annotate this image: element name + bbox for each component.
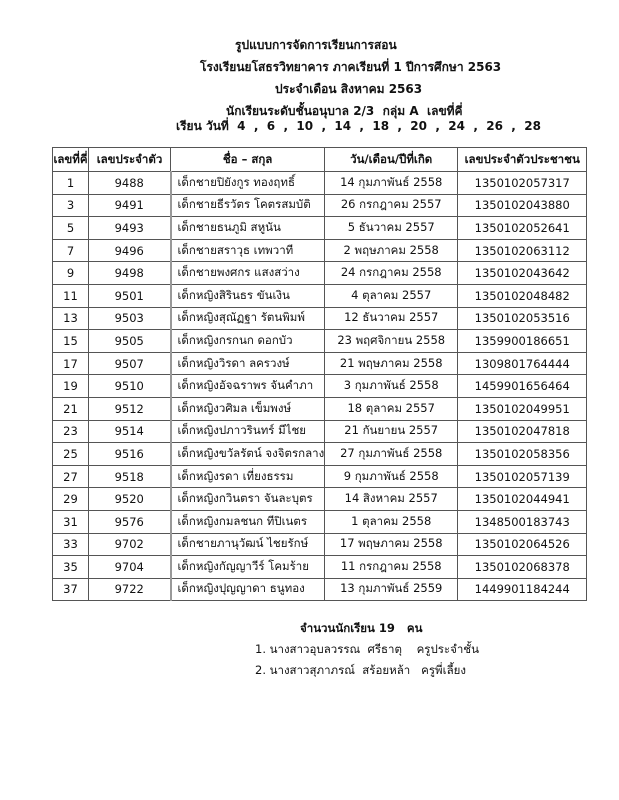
cell-number: 27 bbox=[53, 465, 89, 488]
cell-name: เด็กหญิงสุณัฏฐา รัตนพิมพ์ bbox=[171, 307, 325, 330]
cell-birthdate: 3 กุมภาพันธ์ 2558 bbox=[325, 375, 458, 398]
cell-national-id: 1350102053516 bbox=[458, 307, 587, 330]
cell-birthdate: 17 พฤษภาคม 2558 bbox=[325, 533, 458, 556]
cell-student-id: 9505 bbox=[89, 330, 171, 353]
table-row bbox=[53, 375, 587, 398]
cell-number: 17 bbox=[53, 352, 89, 375]
cell-name: เด็กหญิงกวินตรา จันละบุตร bbox=[171, 488, 325, 511]
table-row bbox=[53, 284, 587, 307]
cell-name: เด็กหญิงวิรดา ลครวงษ์ bbox=[171, 352, 325, 375]
table-row bbox=[53, 578, 587, 601]
cell-number: 29 bbox=[53, 488, 89, 511]
doc-title: รูปแบบการจัดการเรียนการสอน bbox=[235, 38, 397, 52]
cell-number: 25 bbox=[53, 443, 89, 466]
cell-national-id: 1350102043642 bbox=[458, 262, 587, 285]
col-birthdate: วัน/เดือน/ปีที่เกิด bbox=[325, 148, 458, 172]
cell-birthdate: 2 พฤษภาคม 2558 bbox=[325, 239, 458, 262]
table-row bbox=[53, 510, 587, 533]
cell-national-id: 1350102048482 bbox=[458, 284, 587, 307]
cell-birthdate: 9 กุมภาพันธ์ 2558 bbox=[325, 465, 458, 488]
cell-national-id: 1350102049951 bbox=[458, 397, 587, 420]
table-row bbox=[53, 465, 587, 488]
table-row bbox=[53, 352, 587, 375]
school-line: โรงเรียนยโสธรวิทยาคาร ภาคเรียนที่ 1 ปีการศึกษา 2563 bbox=[200, 60, 502, 74]
cell-birthdate: 18 ตุลาคม 2557 bbox=[325, 397, 458, 420]
cell-name: เด็กชายธนภูมิ สหูนัน bbox=[171, 217, 325, 240]
cell-birthdate: 13 กุมภาพันธ์ 2559 bbox=[325, 578, 458, 601]
cell-name: เด็กชายพงศกร แสงสว่าง bbox=[171, 262, 325, 285]
cell-number: 1 bbox=[53, 172, 89, 195]
teacher-2: 2. นางสาวสุภาภรณ์ สร้อยหล้า ครูพี่เลี้ยง bbox=[255, 663, 466, 677]
cell-student-id: 9702 bbox=[89, 533, 171, 556]
student-table bbox=[52, 147, 587, 601]
cell-national-id: 1350102043880 bbox=[458, 194, 587, 217]
cell-national-id: 1350102063112 bbox=[458, 239, 587, 262]
cell-name: เด็กหญิงอัจฉราพร จันคำภา bbox=[171, 375, 325, 398]
student-count: จำนวนนักเรียน 19 คน bbox=[300, 621, 423, 635]
table-header bbox=[53, 148, 587, 172]
cell-student-id: 9576 bbox=[89, 510, 171, 533]
cell-number: 31 bbox=[53, 510, 89, 533]
table-row bbox=[53, 397, 587, 420]
cell-student-id: 9510 bbox=[89, 375, 171, 398]
cell-national-id: 1350102064526 bbox=[458, 533, 587, 556]
table-row bbox=[53, 194, 587, 217]
cell-student-id: 9514 bbox=[89, 420, 171, 443]
cell-birthdate: 26 กรกฎาคม 2557 bbox=[325, 194, 458, 217]
cell-name: เด็กหญิงวศิมล เข็มพงษ์ bbox=[171, 397, 325, 420]
cell-student-id: 9488 bbox=[89, 172, 171, 195]
cell-number: 21 bbox=[53, 397, 89, 420]
table-row bbox=[53, 172, 587, 195]
cell-birthdate: 12 ธันวาคม 2557 bbox=[325, 307, 458, 330]
cell-number: 3 bbox=[53, 194, 89, 217]
cell-student-id: 9518 bbox=[89, 465, 171, 488]
cell-national-id: 1350102058356 bbox=[458, 443, 587, 466]
cell-birthdate: 1 ตุลาคม 2558 bbox=[325, 510, 458, 533]
cell-number: 9 bbox=[53, 262, 89, 285]
cell-student-id: 9496 bbox=[89, 239, 171, 262]
cell-student-id: 9516 bbox=[89, 443, 171, 466]
cell-student-id: 9507 bbox=[89, 352, 171, 375]
table-row bbox=[53, 239, 587, 262]
cell-birthdate: 27 กุมภาพันธ์ 2558 bbox=[325, 443, 458, 466]
cell-name: เด็กหญิงปุญญาดา ธนูทอง bbox=[171, 578, 325, 601]
cell-national-id: 1350102047818 bbox=[458, 420, 587, 443]
cell-student-id: 9498 bbox=[89, 262, 171, 285]
cell-number: 5 bbox=[53, 217, 89, 240]
cell-name: เด็กหญิงรดา เที่ยงธรรม bbox=[171, 465, 325, 488]
table-row bbox=[53, 262, 587, 285]
table-row bbox=[53, 217, 587, 240]
cell-name: เด็กชายธีรวัตร โคตรสมบัติ bbox=[171, 194, 325, 217]
table-row bbox=[53, 488, 587, 511]
cell-birthdate: 4 ตุลาคม 2557 bbox=[325, 284, 458, 307]
cell-name: เด็กหญิงกรกนก ดอกบัว bbox=[171, 330, 325, 353]
cell-name: เด็กหญิงกมลชนก ทีปิเนตร bbox=[171, 510, 325, 533]
table-row bbox=[53, 533, 587, 556]
cell-national-id: 1449901184244 bbox=[458, 578, 587, 601]
class-line: นักเรียนระดับชั้นอนุบาล 2/3 กลุ่ม A เลขที่คี่ bbox=[226, 104, 463, 118]
cell-birthdate: 11 กรกฎาคม 2558 bbox=[325, 556, 458, 579]
cell-student-id: 9722 bbox=[89, 578, 171, 601]
cell-student-id: 9491 bbox=[89, 194, 171, 217]
cell-number: 7 bbox=[53, 239, 89, 262]
cell-student-id: 9501 bbox=[89, 284, 171, 307]
cell-number: 37 bbox=[53, 578, 89, 601]
cell-national-id: 1309801764444 bbox=[458, 352, 587, 375]
cell-birthdate: 14 สิงหาคม 2557 bbox=[325, 488, 458, 511]
table-row bbox=[53, 307, 587, 330]
cell-birthdate: 21 กันยายน 2557 bbox=[325, 420, 458, 443]
cell-national-id: 1350102057139 bbox=[458, 465, 587, 488]
cell-number: 35 bbox=[53, 556, 89, 579]
col-name: ชื่อ – สกุล bbox=[171, 148, 325, 172]
col-national-id: เลขประจำตัวประชาชน bbox=[458, 148, 587, 172]
cell-name: เด็กหญิงปภาวรินทร์ มีไชย bbox=[171, 420, 325, 443]
cell-name: เด็กหญิงสิรินธร ขันเงิน bbox=[171, 284, 325, 307]
cell-name: เด็กหญิงกัญญาวีร์ โคมร้าย bbox=[171, 556, 325, 579]
cell-student-id: 9512 bbox=[89, 397, 171, 420]
col-student-id: เลขประจำตัว bbox=[89, 148, 171, 172]
cell-birthdate: 21 พฤษภาคม 2558 bbox=[325, 352, 458, 375]
month-line: ประจำเดือน สิงหาคม 2563 bbox=[275, 82, 423, 96]
cell-student-id: 9704 bbox=[89, 556, 171, 579]
cell-national-id: 1348500183743 bbox=[458, 510, 587, 533]
cell-student-id: 9493 bbox=[89, 217, 171, 240]
cell-national-id: 1350102068378 bbox=[458, 556, 587, 579]
cell-birthdate: 24 กรกฎาคม 2558 bbox=[325, 262, 458, 285]
cell-name: เด็กชายภานุวัฒน์ ไชยรักษ์ bbox=[171, 533, 325, 556]
cell-number: 15 bbox=[53, 330, 89, 353]
col-number: เลขที่คี่ bbox=[53, 148, 89, 172]
cell-national-id: 1350102057317 bbox=[458, 172, 587, 195]
cell-national-id: 1459901656464 bbox=[458, 375, 587, 398]
days-line: เรียน วันที่ 4 , 6 , 10 , 14 , 18 , 20 , 24 , 26 , 28 bbox=[176, 119, 541, 133]
cell-birthdate: 23 พฤศจิกายน 2558 bbox=[325, 330, 458, 353]
cell-name: เด็กชายปิยังกูร ทองฤทธิ์ bbox=[171, 172, 325, 195]
table-row bbox=[53, 556, 587, 579]
cell-national-id: 1350102052641 bbox=[458, 217, 587, 240]
cell-student-id: 9520 bbox=[89, 488, 171, 511]
cell-number: 19 bbox=[53, 375, 89, 398]
cell-number: 23 bbox=[53, 420, 89, 443]
cell-number: 11 bbox=[53, 284, 89, 307]
cell-name: เด็กหญิงขวัลรัตน์ จงจิตรกลาง bbox=[171, 443, 325, 466]
cell-name: เด็กชายสราวุธ เทพวาที bbox=[171, 239, 325, 262]
cell-birthdate: 5 ธันวาคม 2557 bbox=[325, 217, 458, 240]
table-row bbox=[53, 443, 587, 466]
teacher-1: 1. นางสาวอุบลวรรณ ศรีธาตุ ครูประจำชั้น bbox=[255, 642, 479, 656]
table-row bbox=[53, 330, 587, 353]
cell-student-id: 9503 bbox=[89, 307, 171, 330]
cell-number: 33 bbox=[53, 533, 89, 556]
table-row bbox=[53, 420, 587, 443]
cell-national-id: 1359900186651 bbox=[458, 330, 587, 353]
cell-birthdate: 14 กุมภาพันธ์ 2558 bbox=[325, 172, 458, 195]
cell-number: 13 bbox=[53, 307, 89, 330]
cell-national-id: 1350102044941 bbox=[458, 488, 587, 511]
